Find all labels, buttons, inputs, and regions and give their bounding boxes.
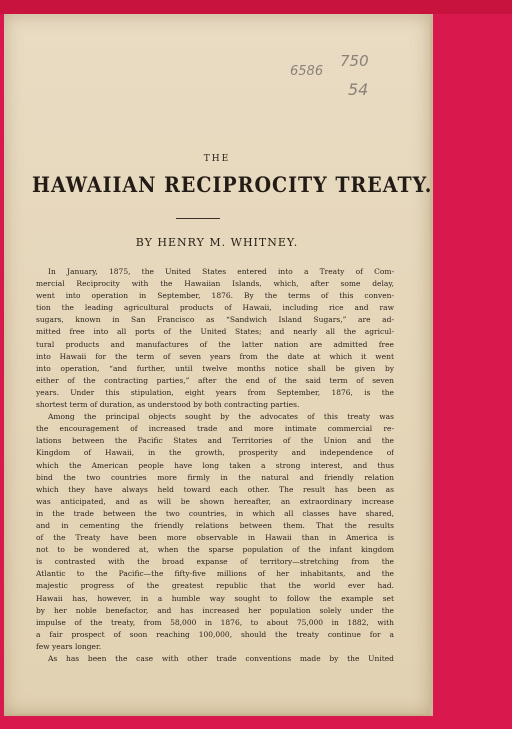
text-line: the encouragement of increased trade and more intimate commercial re-: [36, 424, 394, 434]
text-line: In January, 1875, the United States entered into a Treaty of Com-: [48, 267, 394, 276]
pencil-notes: [290, 52, 380, 112]
text-line: and in cementing the friendly relations between them. That the results: [36, 520, 394, 530]
text-line: by her noble benefactor, and has increased her population solely under the: [36, 605, 394, 615]
text-line: tion the leading agricultural products of Hawaii, including rice and raw: [36, 303, 394, 313]
text-line: Among the principal objects sought by the advocates of this treaty was: [48, 412, 394, 422]
text-line: tural products and manufactures of the latter nation are admitted free: [36, 339, 394, 349]
text-line: not to be wondered at, when the sparse population of the infant kingdom: [36, 545, 394, 555]
text-line: majestic progress of the greatest republic that the world ever had.: [36, 581, 394, 591]
text-line: impulse of the treaty, from 58,000 in 1876, to about 75,000 in 1882, with: [36, 617, 394, 627]
text-line: few years longer.: [36, 641, 102, 651]
text-line: Atlantic to the Pacific—the fifty-five millions of her inhabitants, and the: [36, 569, 394, 579]
text-line: As has been the case with other trade conventions made by the United: [48, 654, 394, 663]
text-line: a fair prospect of soon reaching 100,000, should the treaty continue for a: [36, 629, 394, 639]
text-line: mercial Reciprocity with the Hawaiian Islands, which, after some delay,: [36, 279, 394, 289]
text-line: either of the contracting parties,” after the end of the said term of seven: [36, 375, 394, 385]
document-title: HAWAIIAN RECIPROCITY TREATY.: [32, 172, 433, 198]
pencil-note: 6586: [290, 64, 324, 79]
text-line: mitted free into all ports of the United States; and nearly all the agricul-: [36, 327, 394, 337]
body-text: [36, 266, 394, 665]
text-line: which they have always held toward each other. The result has been as: [36, 484, 394, 494]
text-line: bind the two countries more firmly in the natural and friendly relation: [36, 472, 394, 482]
text-line: was anticipated, and as will be shown hereafter, an extraordinary increase: [36, 496, 394, 506]
author-line: BY HENRY M. WHITNEY.: [135, 236, 299, 249]
text-line: into operation, “and further, until twelve months notice shall be given by: [36, 363, 394, 373]
title-divider: [176, 218, 220, 219]
pencil-note: 750: [340, 52, 369, 70]
text-line: Kingdom of Hawaii, in the growth, prosperity and independence of: [36, 448, 394, 458]
text-line: sugars, known in San Francisco as “Sandwich Island Sugars,” are ad-: [36, 315, 394, 325]
background-strip: [0, 0, 512, 14]
pre-title: THE: [203, 154, 231, 164]
pencil-note: 54: [348, 80, 369, 99]
text-line: lations between the Pacific States and Territories of the Union and the: [36, 436, 394, 446]
document-page: [4, 14, 433, 716]
text-line: shortest term of duration, as understood by both contracting parties.: [36, 400, 300, 410]
text-line: of the Treaty have been more observable in Hawaii than in America is: [36, 533, 394, 543]
text-line: years. Under this stipulation, eight years from September, 1876, is the: [36, 387, 394, 397]
text-line: Hawaii has, however, in a humble way sought to follow the example set: [36, 593, 394, 603]
text-line: which the American people have long taken a strong interest, and thus: [36, 460, 394, 470]
text-line: is contrasted with the broad expanse of territory—stretching from the: [36, 557, 394, 567]
text-line: into Hawaii for the term of seven years from the date at which it went: [36, 351, 394, 361]
text-line: went into operation in September, 1876. By the terms of this conven-: [36, 291, 394, 301]
text-line: in the trade between the two countries, in which all classes have shared,: [36, 508, 394, 518]
